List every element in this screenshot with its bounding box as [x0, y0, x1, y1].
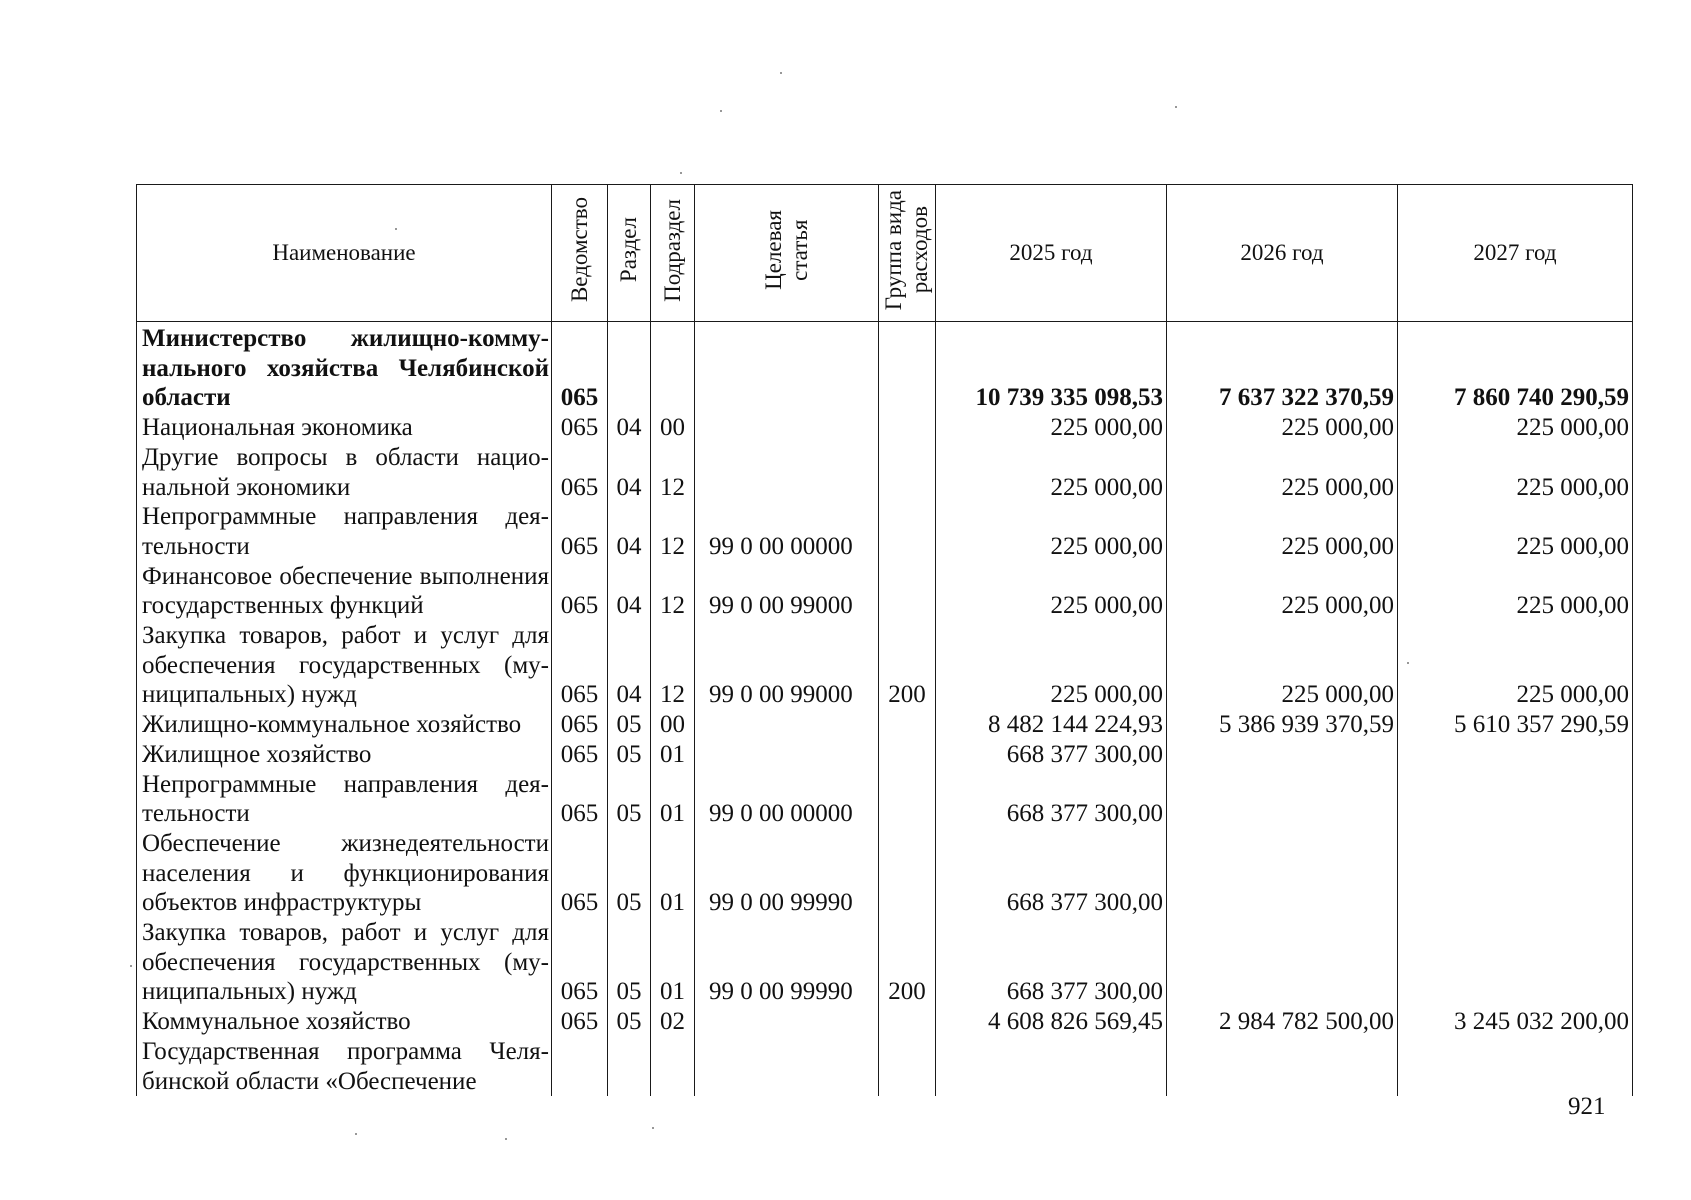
row-subsection: 00 [651, 413, 695, 443]
row-department: 065 [552, 829, 608, 918]
row-target [695, 740, 879, 770]
row-group [879, 562, 936, 621]
row-section: 05 [608, 1007, 651, 1037]
row-target: 99 0 00 99990 [695, 829, 879, 918]
row-2027: 5 610 357 290,59 [1398, 710, 1633, 740]
row-subsection: 01 [651, 829, 695, 918]
row-target [695, 443, 879, 502]
row-section: 05 [608, 829, 651, 918]
row-section [608, 1037, 651, 1096]
row-department: 065 [552, 1007, 608, 1037]
row-2025: 4 608 826 569,45 [936, 1007, 1167, 1037]
row-group [879, 829, 936, 918]
table-row [137, 1007, 1633, 1037]
header-2027-label: 2027 год [1473, 240, 1557, 265]
header-2026-label: 2026 год [1240, 240, 1324, 265]
row-group: 200 [879, 918, 936, 1007]
header-subsection-label: Подраздел [659, 198, 685, 302]
row-name: Непрограммные направления деятельности [137, 502, 552, 561]
row-section: 04 [608, 621, 651, 710]
row-2027: 225 000,00 [1398, 502, 1633, 561]
header-group-line1: Группа вида [881, 189, 906, 311]
table-row [137, 829, 1633, 918]
scan-speck [355, 1133, 357, 1135]
row-name: Жилищно-коммунальное хозяйство [137, 710, 552, 740]
scan-speck [720, 110, 722, 112]
budget-table [136, 184, 1633, 1096]
table-row [137, 562, 1633, 621]
row-section: 05 [608, 740, 651, 770]
header-target-line1: Целевая [760, 210, 786, 290]
row-department: 065 [552, 502, 608, 561]
table-row [137, 918, 1633, 1007]
row-2025: 225 000,00 [936, 413, 1167, 443]
row-department: 065 [552, 322, 608, 414]
row-section: 04 [608, 413, 651, 443]
row-2026 [1167, 829, 1398, 918]
header-name [137, 185, 552, 322]
row-2026: 225 000,00 [1167, 621, 1398, 710]
row-2027: 225 000,00 [1398, 621, 1633, 710]
row-2025: 225 000,00 [936, 621, 1167, 710]
row-group [879, 502, 936, 561]
header-group-line2: расходов [907, 206, 932, 294]
header-2025-label: 2025 год [1009, 240, 1093, 265]
row-2027 [1398, 740, 1633, 770]
header-department [552, 185, 608, 322]
row-2025: 225 000,00 [936, 562, 1167, 621]
row-group [879, 322, 936, 414]
row-2027: 225 000,00 [1398, 562, 1633, 621]
row-target: 99 0 00 00000 [695, 770, 879, 829]
row-department: 065 [552, 770, 608, 829]
row-group [879, 1037, 936, 1096]
row-target [695, 1037, 879, 1096]
table-row [137, 413, 1633, 443]
row-2026 [1167, 770, 1398, 829]
row-section: 05 [608, 918, 651, 1007]
row-2026: 5 386 939 370,59 [1167, 710, 1398, 740]
row-2025: 8 482 144 224,93 [936, 710, 1167, 740]
scan-speck [395, 228, 397, 230]
row-name: Государственная программа Челябинской области «Обеспечение [137, 1037, 552, 1096]
row-section: 05 [608, 770, 651, 829]
row-2025: 225 000,00 [936, 502, 1167, 561]
row-subsection: 12 [651, 502, 695, 561]
row-department: 065 [552, 710, 608, 740]
header-group [879, 185, 936, 322]
header-target-line2: статья [786, 219, 812, 281]
row-section [608, 322, 651, 414]
row-name: Непрограммные направления деятельности [137, 770, 552, 829]
row-name: Закупка товаров, работ и услуг для обеспечения государственных (муниципальных) нужд [137, 621, 552, 710]
header-2026 [1167, 185, 1398, 322]
row-name: Коммунальное хозяйство [137, 1007, 552, 1037]
row-subsection: 12 [651, 443, 695, 502]
row-target: 99 0 00 00000 [695, 502, 879, 561]
row-2026: 7 637 322 370,59 [1167, 322, 1398, 414]
header-section [608, 185, 651, 322]
header-2025 [936, 185, 1167, 322]
header-target [695, 185, 879, 322]
row-subsection: 12 [651, 621, 695, 710]
row-subsection [651, 322, 695, 414]
row-2026: 2 984 782 500,00 [1167, 1007, 1398, 1037]
table-row [137, 1037, 1633, 1096]
row-section: 04 [608, 502, 651, 561]
row-name: Финансовое обеспечение выполнения государственных функций [137, 562, 552, 621]
table-row [137, 621, 1633, 710]
row-2025: 668 377 300,00 [936, 770, 1167, 829]
row-name: Министерство жилищно-коммунального хозяйства Челябинской области [137, 322, 552, 414]
header-target-label [761, 210, 813, 290]
row-subsection: 01 [651, 740, 695, 770]
page-number: 921 [1568, 1093, 1606, 1120]
header-subsection [651, 185, 695, 322]
scan-speck [505, 1138, 507, 1140]
row-2026: 225 000,00 [1167, 562, 1398, 621]
row-name: Жилищное хозяйство [137, 740, 552, 770]
row-name: Национальная экономика [137, 413, 552, 443]
table-row [137, 502, 1633, 561]
row-subsection: 01 [651, 918, 695, 1007]
table-row [137, 740, 1633, 770]
row-2027: 225 000,00 [1398, 413, 1633, 443]
row-name: Другие вопросы в области национальной экономики [137, 443, 552, 502]
row-subsection: 02 [651, 1007, 695, 1037]
row-subsection [651, 1037, 695, 1096]
row-2026: 225 000,00 [1167, 413, 1398, 443]
row-department: 065 [552, 413, 608, 443]
row-department: 065 [552, 443, 608, 502]
scan-speck [1175, 106, 1177, 108]
row-2025: 668 377 300,00 [936, 740, 1167, 770]
row-target [695, 710, 879, 740]
row-2026 [1167, 740, 1398, 770]
scan-speck [1407, 662, 1409, 664]
header-2027 [1398, 185, 1633, 322]
row-2027: 225 000,00 [1398, 443, 1633, 502]
row-2027 [1398, 1037, 1633, 1096]
row-2025: 225 000,00 [936, 443, 1167, 502]
row-2027 [1398, 918, 1633, 1007]
row-group [879, 1007, 936, 1037]
header-section-label: Раздел [616, 217, 641, 283]
row-subsection: 00 [651, 710, 695, 740]
row-2027: 7 860 740 290,59 [1398, 322, 1633, 414]
row-2025: 668 377 300,00 [936, 829, 1167, 918]
row-group: 200 [879, 621, 936, 710]
row-2027: 3 245 032 200,00 [1398, 1007, 1633, 1037]
header-department-label: Ведомство [566, 197, 592, 303]
row-group [879, 740, 936, 770]
row-department: 065 [552, 621, 608, 710]
row-name: Обеспечение жизнедеятельности населения и функционирования объектов инфраструктуры [137, 829, 552, 918]
scan-speck [680, 172, 682, 174]
header-name-label: Наименование [272, 240, 416, 265]
row-department [552, 1037, 608, 1096]
row-group [879, 770, 936, 829]
table-body [137, 322, 1633, 1097]
row-subsection: 12 [651, 562, 695, 621]
table-row [137, 322, 1633, 414]
table-header [137, 185, 1633, 322]
scan-speck [130, 965, 132, 967]
row-2026: 225 000,00 [1167, 502, 1398, 561]
table-row [137, 710, 1633, 740]
row-section: 04 [608, 562, 651, 621]
row-section: 04 [608, 443, 651, 502]
row-department: 065 [552, 918, 608, 1007]
row-2027 [1398, 770, 1633, 829]
row-2027 [1398, 829, 1633, 918]
row-2026 [1167, 1037, 1398, 1096]
row-target: 99 0 00 99000 [695, 621, 879, 710]
row-subsection: 01 [651, 770, 695, 829]
row-group [879, 710, 936, 740]
row-2025: 10 739 335 098,53 [936, 322, 1167, 414]
scan-speck [780, 72, 782, 74]
row-department: 065 [552, 562, 608, 621]
row-target: 99 0 00 99990 [695, 918, 879, 1007]
row-section: 05 [608, 710, 651, 740]
row-group [879, 443, 936, 502]
row-department: 065 [552, 740, 608, 770]
row-target [695, 322, 879, 414]
row-target: 99 0 00 99000 [695, 562, 879, 621]
table-row [137, 443, 1633, 502]
row-group [879, 413, 936, 443]
row-2025 [936, 1037, 1167, 1096]
row-name: Закупка товаров, работ и услуг для обеспечения государственных (муниципальных) нужд [137, 918, 552, 1007]
row-2026 [1167, 918, 1398, 1007]
scan-speck [652, 1127, 654, 1129]
row-target [695, 1007, 879, 1037]
table-row [137, 770, 1633, 829]
header-row [137, 185, 1633, 322]
row-2026: 225 000,00 [1167, 443, 1398, 502]
header-group-label [881, 190, 933, 310]
row-target [695, 413, 879, 443]
row-2025: 668 377 300,00 [936, 918, 1167, 1007]
